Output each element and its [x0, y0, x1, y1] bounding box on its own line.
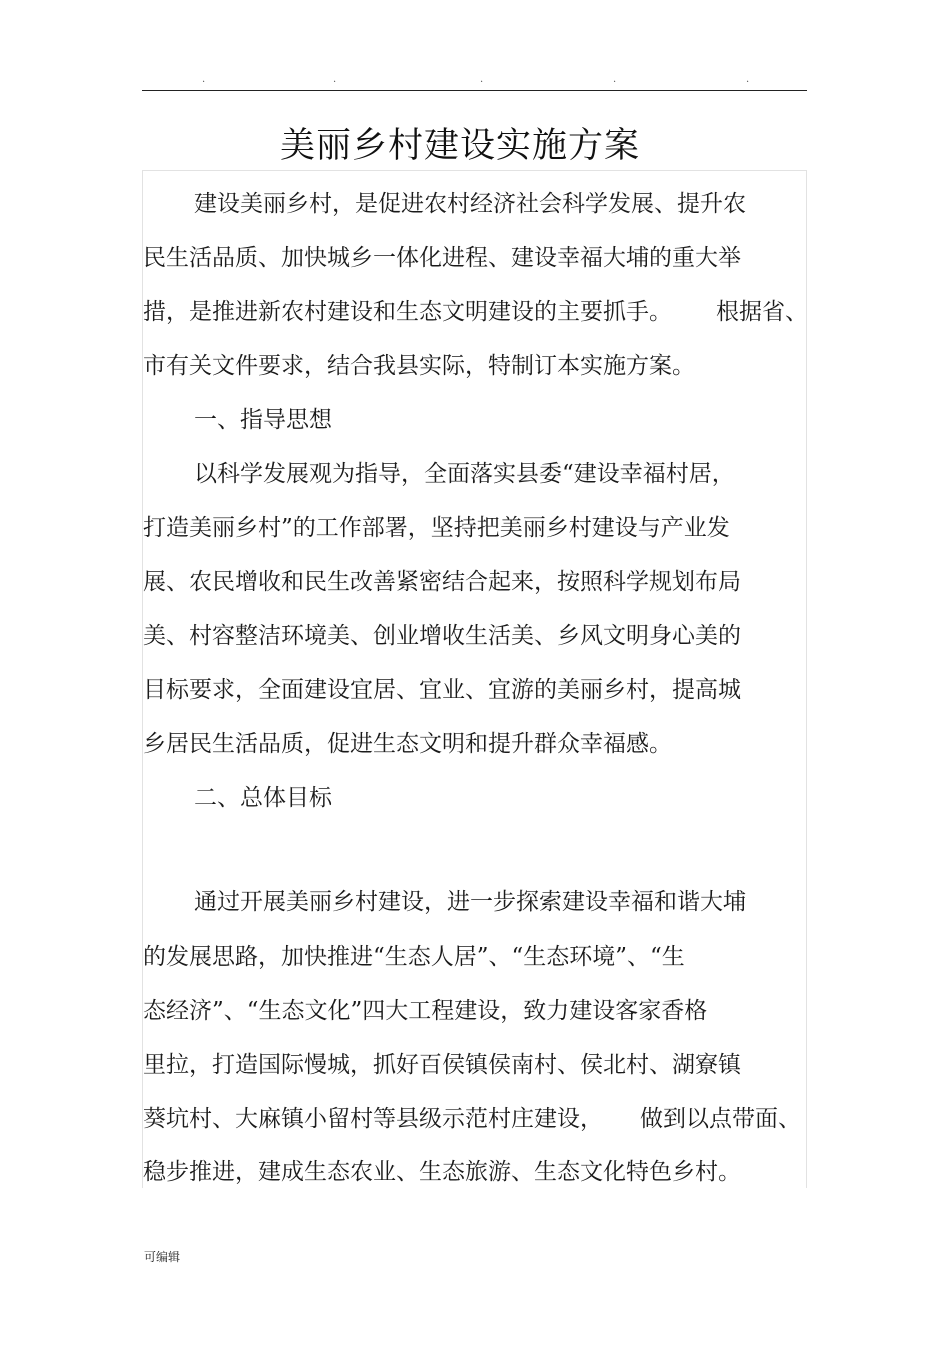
paragraph-1-line-3-tail: 根据省、: [716, 299, 808, 325]
text-line: [0, 238, 950, 278]
text-line: [0, 616, 950, 656]
document-title: 美丽乡村建设实施方案: [279, 126, 640, 166]
paragraph-2-line-2: 打造美丽乡村”的工作部署，坚持把美丽乡村建设与产业发: [143, 515, 730, 541]
header-dot: .: [613, 74, 617, 85]
paragraph-3-line-4: 里拉，打造国际慢城，抓好百侯镇侯南村、侯北村、湖寮镇: [143, 1052, 741, 1078]
header-dot: .: [202, 74, 206, 85]
paragraph-1-line-4: 市有关文件要求，结合我县实际，特制订本实施方案。: [143, 353, 695, 379]
text-line: [0, 1045, 950, 1085]
header-dot: .: [333, 74, 337, 85]
section-heading-guiding-thought: 一、指导思想: [194, 407, 332, 433]
paragraph-3-line-6: 稳步推进，建成生态农业、生态旅游、生态文化特色乡村。: [143, 1159, 741, 1185]
paragraph-1-line-2: 民生活品质、加快城乡一体化进程、建设幸福大埔的重大举: [143, 245, 741, 271]
text-line: [0, 937, 950, 977]
header-dots: [0, 74, 950, 86]
paragraph-2-line-3: 展、农民增收和民生改善紧密结合起来，按照科学规划布局: [143, 569, 741, 595]
text-line: [0, 562, 950, 602]
text-line: [0, 184, 950, 224]
paragraph-2-line-1: 以科学发展观为指导，全面落实县委“建设幸福村居，: [194, 461, 735, 487]
paragraph-3-line-3: 态经济”、“生态文化”四大工程建设，致力建设客家香格: [143, 998, 708, 1024]
text-line: [0, 400, 950, 440]
text-line: [0, 1152, 950, 1192]
text-line: [0, 454, 950, 494]
text-line: [0, 292, 950, 332]
paragraph-3-line-1: 通过开展美丽乡村建设，进一步探索建设幸福和谐大埔: [194, 889, 746, 915]
paragraph-2-line-4: 美、村容整洁环境美、创业增收生活美、乡风文明身心美的: [143, 623, 741, 649]
paragraph-2-line-6: 乡居民生活品质，促进生态文明和提升群众幸福感。: [143, 731, 672, 757]
paragraph-3-line-5-tail: 做到以点带面、: [640, 1106, 801, 1132]
text-line: [0, 882, 950, 922]
header-rule: [142, 90, 807, 91]
paragraph-2-line-5: 目标要求，全面建设宜居、宜业、宜游的美丽乡村，提高城: [143, 677, 741, 703]
paragraph-3-line-5: 葵坑村、大麻镇小留村等县级示范村庄建设，: [143, 1106, 603, 1132]
text-line: [0, 346, 950, 386]
text-line: [0, 1099, 950, 1139]
header-dot: .: [746, 74, 750, 85]
header-dot: .: [480, 74, 484, 85]
paragraph-1-line-1: 建设美丽乡村，是促进农村经济社会科学发展、提升农: [194, 191, 746, 217]
paragraph-3-line-2: 的发展思路，加快推进“生态人居”、“生态环境”、“生: [143, 944, 685, 970]
text-line: [0, 670, 950, 710]
text-line: [0, 778, 950, 818]
text-line: [0, 991, 950, 1031]
text-line: [0, 724, 950, 764]
paragraph-1-line-3: 措，是推进新农村建设和生态文明建设的主要抓手。: [143, 299, 672, 325]
frame-border-top: [142, 170, 806, 171]
footer-editable-label: 可编辑: [144, 1250, 181, 1264]
section-heading-overall-goal: 二、总体目标: [194, 785, 332, 811]
text-line: [0, 508, 950, 548]
